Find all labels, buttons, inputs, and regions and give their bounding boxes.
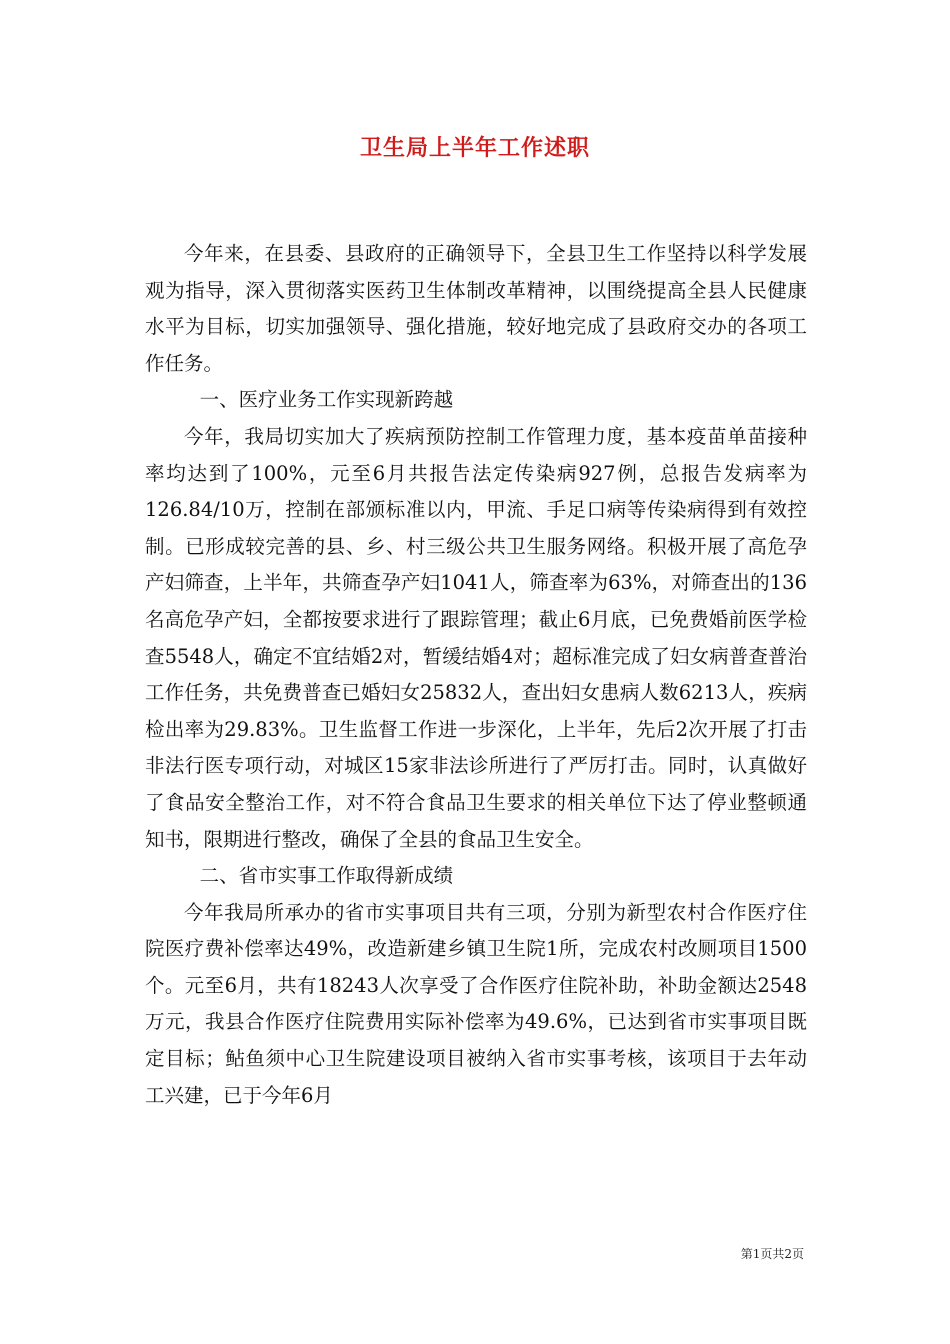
page-number: 第1页共2页 bbox=[740, 1247, 804, 1261]
document-body bbox=[145, 236, 807, 1114]
section-1-paragraph: 今年，我局切实加大了疾病预防控制工作管理力度，基本疫苗单苗接种率均达到了100%，元至6月共报告法定传染病927例，总报告发病率为126.84/10万，控制在部颁标准以内，甲流、手足口病等传染病得到有效控制。已形成较完善的县、乡、村三级公共卫生服务网络。积极开展了高危孕产妇筛查，上半年，共筛查孕产妇1041人，筛查率为63%，对筛查出的136名高危孕产妇，全都按要求进行了跟踪管理；截止6月底，已免费婚前医学检查5548人，确定不宜结婚2对，暂缓结婚4对；超标准完成了妇女病普查普治工作任务，共免费普查已婚妇女25832人，查出妇女患病人数6213人，疾病检出率为29.83%。卫生监督工作进一步深化，上半年，先后2次开展了打击非法行医专项行动，对城区15家非法诊所进行了严厉打击。同时，认真做好了食品安全整治工作，对不符合食品卫生要求的相关单位下达了停业整顿通知书，限期进行整改，确保了全县的食品卫生安全。 bbox=[145, 424, 807, 851]
section-heading-2: 二、省市实事工作取得新成绩 bbox=[199, 864, 454, 888]
document-title: 卫生局上半年工作述职 bbox=[359, 135, 590, 161]
intro-paragraph: 今年来，在县委、县政府的正确领导下，全县卫生工作坚持以科学发展观为指导，深入贯彻落实医药卫生体制改革精神，以围绕提高全县人民健康水平为目标，切实加强领导、强化措施，较好地完成了县政府交办的各项工作任务。 bbox=[145, 242, 807, 375]
section-heading-1: 一、医疗业务工作实现新跨越 bbox=[199, 388, 454, 412]
section-2-paragraph: 今年我局所承办的省市实事项目共有三项，分别为新型农村合作医疗住院医疗费补偿率达49%，改造新建乡镇卫生院1所，完成农村改厕项目1500个。元至6月，共有18243人次享受了合作医疗住院补助，补助金额达2548万元，我县合作医疗住院费用实际补偿率为49.6%，已达到省市实事项目既定目标；鲇鱼须中心卫生院建设项目被纳入省市实事考核，该项目于去年动工兴建，已于今年6月 bbox=[145, 900, 807, 1107]
